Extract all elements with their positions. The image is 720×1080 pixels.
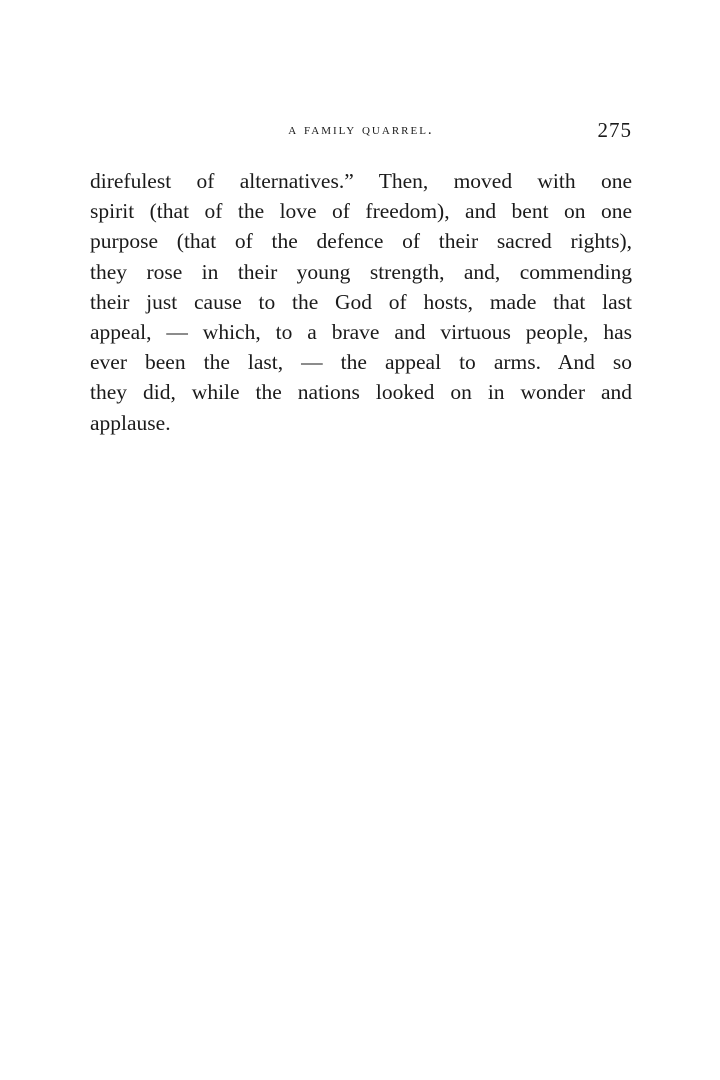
page-number: 275: [597, 118, 632, 142]
running-header: [90, 118, 632, 148]
text-line: purpose (that of the defence of their sacred rights),: [90, 229, 632, 254]
text-line: ever been the last, — the appeal to arms. And so: [90, 350, 632, 375]
text-line: they did, while the nations looked on in wonder and: [90, 380, 632, 405]
text-line: direfulest of alternatives.” Then, moved with one: [90, 169, 632, 193]
body-paragraph: [90, 166, 632, 438]
running-title: a family quarrel.: [288, 122, 434, 138]
text-line: spirit (that of the love of freedom), and bent on one: [90, 199, 632, 224]
text-line: they rose in their young strength, and, commending: [90, 259, 632, 284]
text-line: their just cause to the God of hosts, made that last: [90, 289, 632, 314]
text-line: appeal, — which, to a brave and virtuous people, has: [90, 320, 632, 345]
text-line: applause.: [90, 410, 171, 435]
